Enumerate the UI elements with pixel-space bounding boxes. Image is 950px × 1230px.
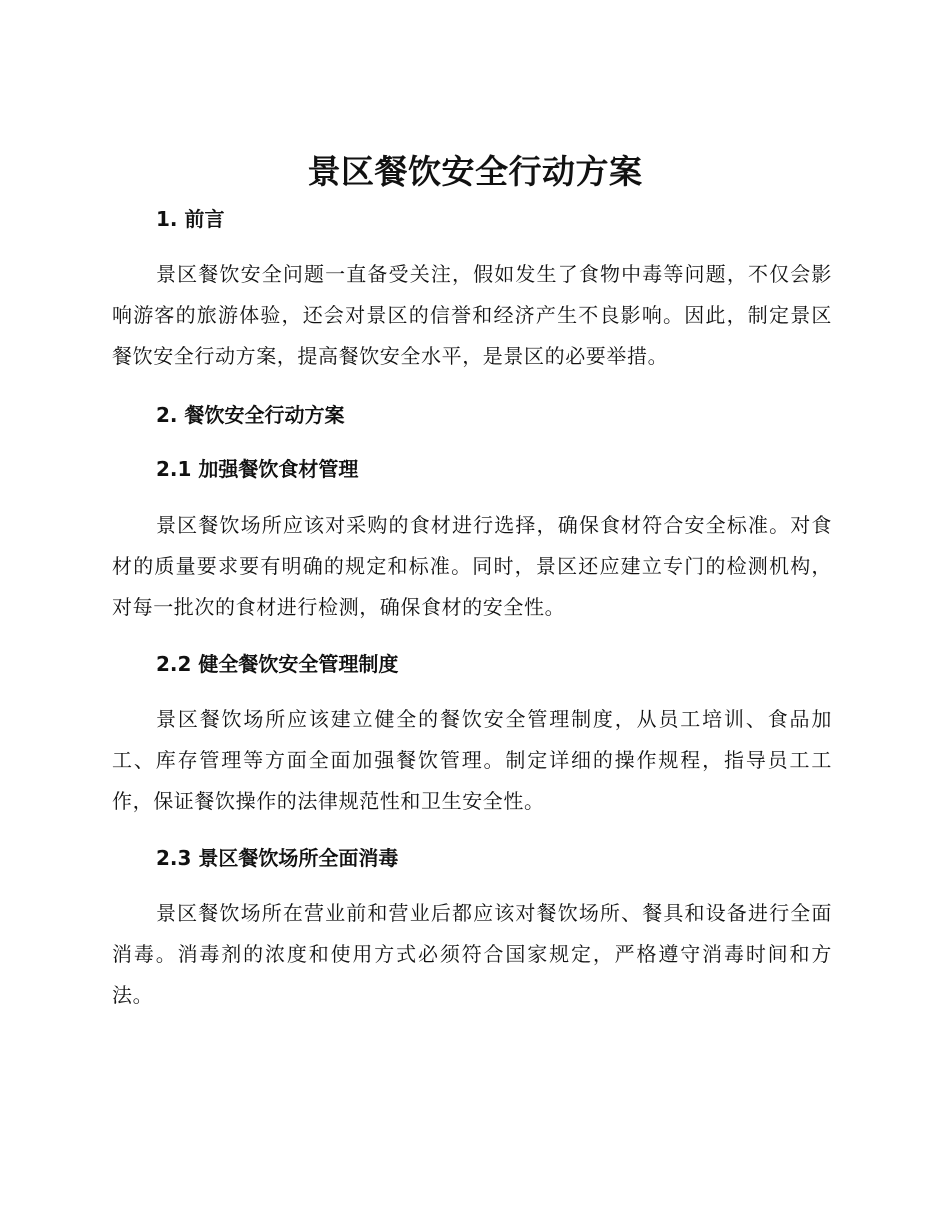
section-paragraph-management-system: 景区餐饮场所应该建立健全的餐饮安全管理制度，从员工培训、食品加工、库存管理等方面全面加强餐饮管理。制定详细的操作规程，指导员工工作，保证餐饮操作的法律规范性和卫生安全性。 (112, 707, 832, 813)
section-heading-action-plan: 2. 餐饮安全行动方案 (156, 403, 345, 427)
section-heading-management-system: 2.2 健全餐饮安全管理制度 (156, 652, 399, 676)
section-paragraph-disinfection: 景区餐饮场所在营业前和营业后都应该对餐饮场所、餐具和设备进行全面消毒。消毒剂的浓度和使用方式必须符合国家规定，严格遵守消毒时间和方法。 (112, 901, 832, 1007)
section-heading-disinfection: 2.3 景区餐饮场所全面消毒 (156, 846, 399, 870)
section-heading-ingredients: 2.1 加强餐饮食材管理 (156, 457, 359, 481)
section-paragraph-ingredients: 景区餐饮场所应该对采购的食材进行选择，确保食材符合安全标准。对食材的质量要求要有明确的规定和标准。同时，景区还应建立专门的检测机构，对每一批次的食材进行检测，确保食材的安全性。 (112, 513, 832, 619)
document-title: 景区餐饮安全行动方案 (307, 152, 643, 191)
section-paragraph-preface: 景区餐饮安全问题一直备受关注，假如发生了食物中毒等问题，不仅会影响游客的旅游体验，还会对景区的信誉和经济产生不良影响。因此，制定景区餐饮安全行动方案，提高餐饮安全水平，是景区的必要举措。 (112, 262, 832, 368)
section-heading-preface: 1. 前言 (156, 207, 225, 231)
